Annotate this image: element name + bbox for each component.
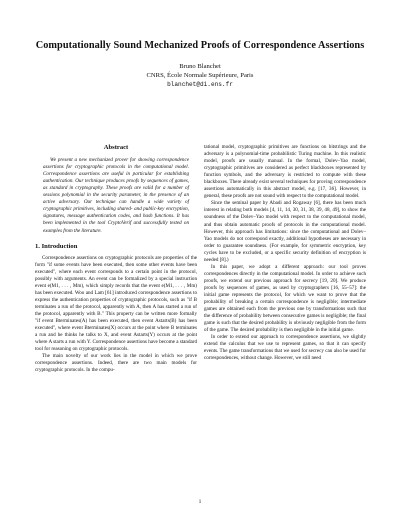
author-name: Bruno Blanchet (179, 63, 221, 70)
section-heading-introduction: 1. Introduction (35, 242, 78, 250)
abstract-text: We present a new mechanized prover for showing correspondence assertions for cryptographic protocols in the computational model. Correspondence assertions are useful in particular for establishing authentication. Our technique produces proofs by sequences of games, as standard in cryptography. These proofs are valid for a number of sessions polynomial in the security parameter, in the presence of an active adversary. Our technique can handle a wide variety of cryptographic primitives, including shared- and public-key encryption, signatures, message authentication codes, and hash functions. It has been implemented in the tool CryptoVerif and successfully tested on examples from the literature. (43, 157, 189, 234)
body-paragraph: In this paper, we adopt a different approach: our tool proves correspondences directly in the computational model. In order to achieve such proofs, we extend our previous approach for secrecy [19, 20]. We produce proofs by sequences of games, as used by cryptographers [16, 55–57]: the initial game represents the protocol, for which we want to prove that the probability of breaking a certain correspondence is negligible; intermediate games are obtained each from the previous one by transformations such that the difference of probability between consecutive games is negligible; the final game is such that the desired probability is obviously negligible from the form of the game. The desired probability is then negligible in the initial game. (204, 263, 366, 334)
author-block (0, 62, 400, 89)
body-paragraph: Since the seminal paper by Abadi and Rogaway [6], there has been much interest in relating both models [4, 11, 14, 30, 31, 38, 39, 48, 49], to show the soundness of the Dolev–Yao model with respect to the computational model, and thus obtain automatic proofs of protocols in the computational model. However, this approach has limitations: since the computational and Dolev–Yao models do not correspond exactly, additional hypotheses are necessary in order to guarantee soundness. (For example, for symmetric encryption, key cycles have to be excluded, or a specific security definition of encryption is needed [8].) (204, 200, 366, 263)
abstract-heading: Abstract (103, 144, 129, 151)
body-paragraph: In order to extend our approach to correspondence assertions, we slightly extend the calculus that we use to represent games, so that it can specify events. The game transformations that we used for secrecy can also be used for correspondences, without change. However, we still need (204, 334, 366, 362)
body-paragraph: Correspondence assertions on cryptographic protocols are properties of the form "if some events have been executed, then some other events have been executed", where each event corresponds to a certain point in the protocol, possibly with arguments. An event can be formalized by a special instruction event e(M1, . . . , Mm), which simply records that the event e(M1, . . . , Mm) has been executed. Woo and Lam [61] introduced correspondence assertions to express the authentication properties of cryptographic protocols, such as "if B terminates a run of the protocol, apparently with A, then A has started a run of the protocol, apparently with B." This property can be written more formally "if event Bterminates(A) has been executed, then event Astarts(B) has been executed", where event Bterminates(X) occurs at the point where B terminates a run and he thinks he talks to X, and event Astarts(Y) occurs at the point where A starts a run with Y. Correspondence assertions have become a standard tool for reasoning on cryptographic protocols. (35, 254, 197, 353)
page-number: 1 (198, 499, 202, 505)
right-column (204, 144, 366, 362)
left-column (35, 144, 197, 374)
body-paragraph: The main novelty of our work lies in the model in which we prove correspondence assertions. Indeed, there are two main models for cryptographic protocols. In the compu- (35, 353, 197, 374)
paper-title: Computationally Sound Mechanized Proofs of Correspondence Assertions (35, 40, 365, 51)
body-paragraph: tational model, cryptographic primitives are functions on bitstrings and the adversary is a polynomial-time probabilistic Turing machine. In this realistic model, proofs are usually manual. In the formal, Dolev–Yao model, cryptographic primitives are considered as perfect blackboxes represented by function symbols, and the adversary is restricted to compute with these blackboxes. There already exist several techniques for proving correspondence assertions automatically in this abstract model, e.g. [17, 36]. However, in general, these proofs are not sound with respect to the computational model. (204, 144, 366, 200)
author-affiliation: CNRS, École Normale Supérieure, Paris (146, 72, 254, 80)
author-email: blanchet@di.ens.fr (167, 81, 233, 89)
abstract-body (35, 157, 197, 235)
